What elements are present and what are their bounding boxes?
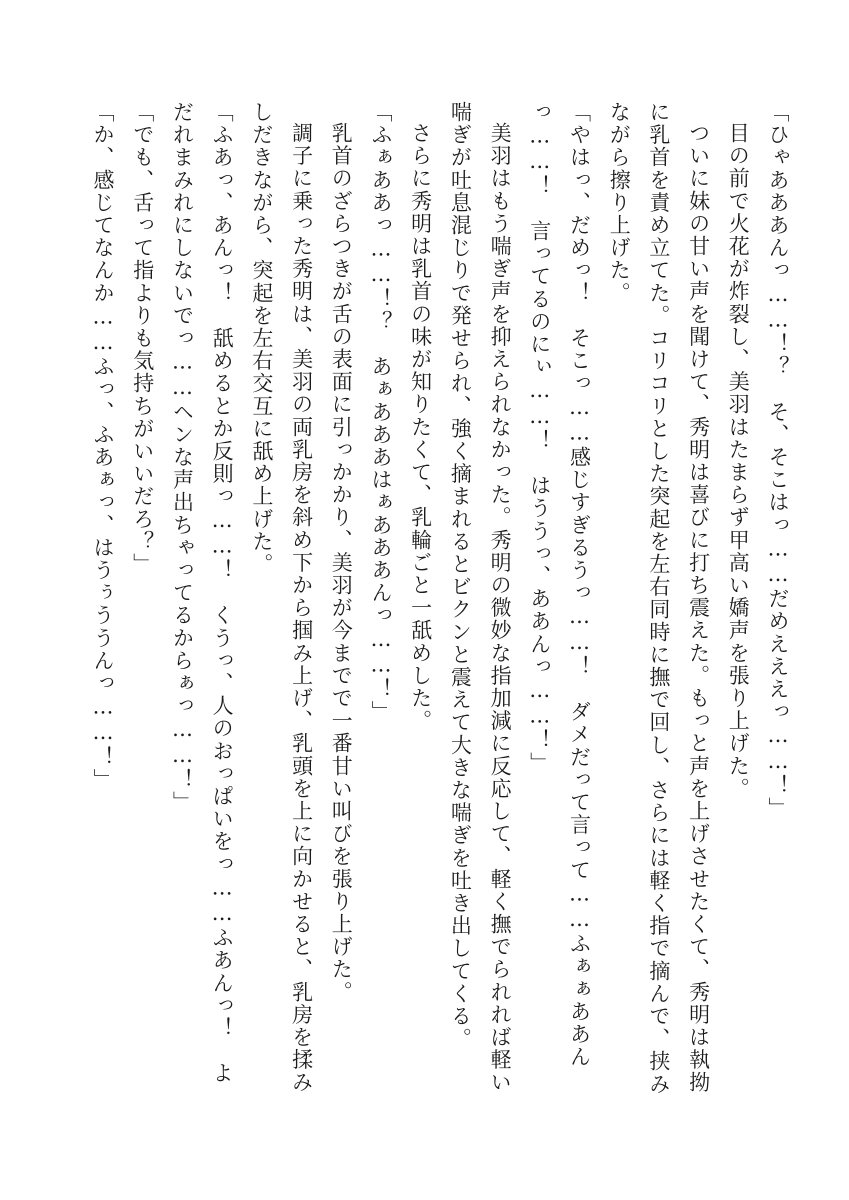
paragraph-dialogue: 「ふぁああっ……！？ あぁあああはぁあああんっ……！」 (368, 101, 393, 724)
paragraph-narrative: 目の前で火花が炸裂し、美羽はたまらず甲高い嬌声を張り上げた。 (726, 122, 751, 800)
paragraph-dialogue: 「でも、舌って指よりも気持ちがいいだろ？」 (130, 101, 155, 576)
paragraph-narrative: 調子に乗った秀明は、美羽の両乳房を斜め下から掴み上げ、乳頭を上に向かせると、乳房を揉みしだきながら、突起を左右交互に舐め上げた。 (249, 101, 314, 1094)
paragraph-narrative: 乳首のざらつきが舌の表面に引っかかり、美羽が今までで一番甘い叫びを張り上げた。 (329, 122, 354, 1004)
paragraph-dialogue: 「やはっ、だめっ！ そこっ……感じすぎるうっ……！ ダメだって言って……ふぁぁああんっ……！ 言ってるのにぃ……！ はううっ、ああんっ……！」 (527, 101, 592, 1069)
paragraph-dialogue: 「ひゃあああんっ……！？ そ、そこはっ……だめえええっ……！」 (766, 101, 790, 820)
vertical-text-block (77, 101, 797, 1103)
paragraph-dialogue: 「ふあっ、あんっ！ 舐めるとか反則っ……！ くうっ、人のおっぱいをっ……ふあんっ！ よだれまみれにしないでっ……ヘンな声出ちゃってるからぁっ……！」 (170, 101, 235, 1085)
paragraph-dialogue: 「か、感じてなんか……ふっ、ふあぁっ、はうぅううんっ……！」 (91, 101, 116, 791)
paragraph-narrative: さらに秀明は乳首の味が知りたくて、乳輪ごと一舐めした。 (408, 122, 433, 733)
paragraph-narrative: 美羽はもう喘ぎ声を抑えられなかった。秀明の微妙な指加減に反応して、軽く撫でられれば軽い喘ぎが吐息混じりで発せられ、強く摘まれるとビクンと震えて大きな喘ぎを吐き出してくる。 (448, 101, 513, 1094)
paragraph-narrative: ついに妹の甘い声を聞けて、秀明は喜びに打ち震えた。もっと声を上げさせたくて、秀明は執拗に乳首を責め立てた。コリコリとした突起を左右同時に撫で回し、さらには軽く指で摘んで、挟みながら擦り上げた。 (607, 101, 711, 1096)
